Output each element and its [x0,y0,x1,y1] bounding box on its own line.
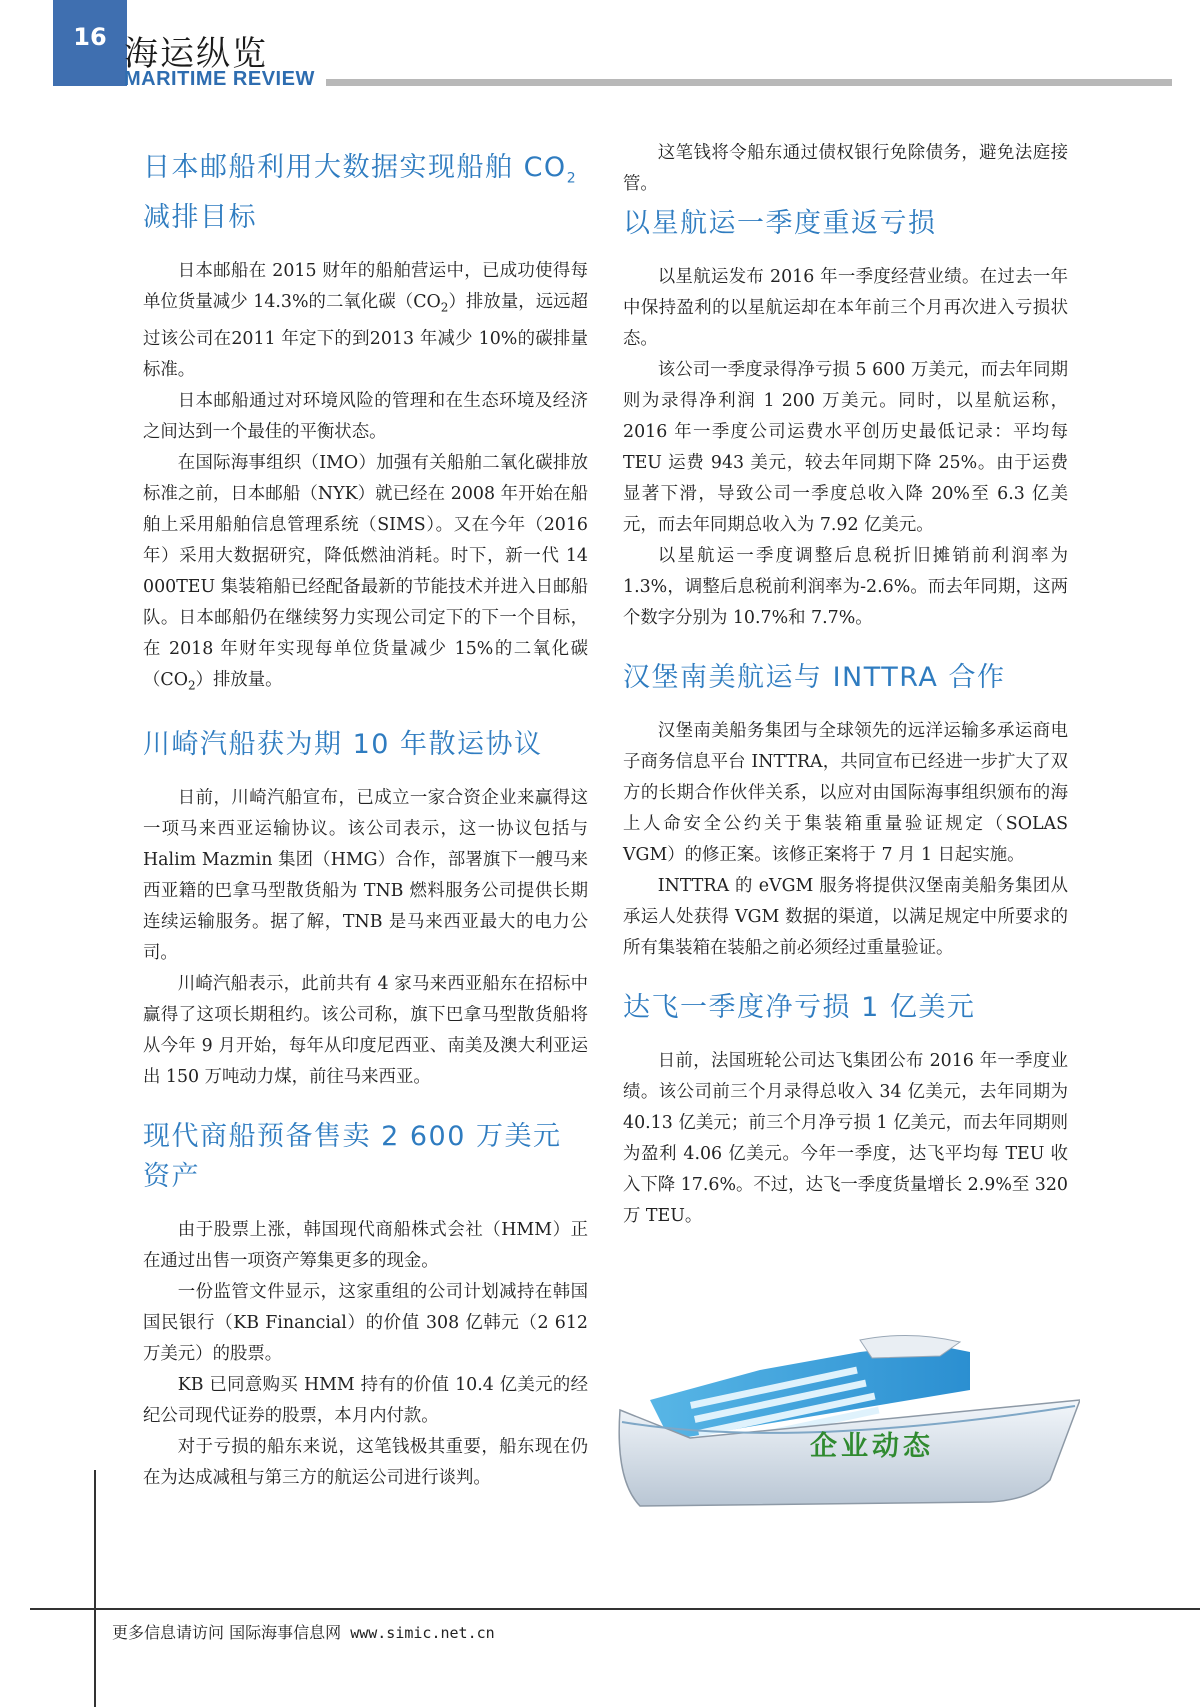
article-title-cma-cgm: 达飞一季度净亏损 1 亿美元 [623,992,976,1023]
cruise-ship-illustration [610,1330,1080,1515]
magazine-title: 海运纵览 [124,34,268,74]
article-paragraph: 川崎汽船表示，此前共有 4 家马来西亚船东在招标中赢得了这项长期租约。该公司称，旗下巴拿马型散货船将从今年 9 月开始，每年从印度尼西亚、南美及澳大利亚运出 150 万吨动力煤，前往马来西亚。 [143,974,588,1088]
article-paragraph: 汉堡南美船务集团与全球领先的远洋运输多承运商电子商务信息平台 INTTRA，共同宣布已经进一步扩大了双方的长期合作伙伴关系，以应对由国际海事组织颁布的海上人命安全公约关于集装箱重量验证规定（SOLAS VGM）的修正案。该修正案将于 7 月 1 日起实施。 [623,721,1068,865]
article-paragraph: 一份监管文件显示，这家重组的公司计划减持在韩国国民银行（KB Financial）的价值 308 亿韩元（2 612 万美元）的股票。 [143,1282,588,1365]
illustration-label: 企业动态 [810,1431,934,1462]
article-paragraph: 以星航运一季度调整后息税折旧摊销前利润率为 1.3%，调整后息税前利润率为-2.6%。而去年同期，这两个数字分别为 10.7%和 7.7%。 [623,546,1068,628]
left-column [143,140,588,1494]
article-paragraph: 日前，法国班轮公司达飞集团公布 2016 年一季度业绩。该公司前三个月录得总收入 34 亿美元，去年同期为 40.13 亿美元；前三个月净亏损 1 亿美元，而去年同期则为盈利 4.06 亿美元。今年一季度，达飞平均每 TEU 收入下降 17.6%。不过，达飞一季度货量增长 2.9%至 320 万 TEU。 [623,1051,1068,1226]
article-paragraph: KB 已同意购买 HMM 持有的价值 10.4 亿美元的经纪公司现代证券的股票，本月内付款。 [143,1375,588,1427]
article-title-nyk: 日本邮船利用大数据实现船舶 $CO_2$减排目标 [143,152,578,234]
right-column [623,138,1068,1232]
article-paragraph: 以星航运发布 2016 年一季度经营业绩。在过去一年中保持盈利的以星航运却在本年前三个月再次进入亏损状态。 [623,267,1068,349]
article-title-kline: 川崎汽船获为期 10 年散运协议 [143,729,543,761]
cruise-ship-icon [610,1330,1080,1515]
article-paragraph: INTTRA 的 eVGM 服务将提供汉堡南美船务集团从承运人处获得 VGM 数据的渠道，以满足规定中所要求的所有集装箱在装船之前必须经过重量验证。 [623,876,1068,958]
article-paragraph: 日前，川崎汽船宣布，已成立一家合资企业来赢得这一项马来西亚运输协议。该公司表示，这一协议包括与 Halim Mazmin 集团（HMG）合作，部署旗下一艘马来西亚籍的巴拿马型散货船为 TNB 燃料服务公司提供长期连续运输服务。据了解，TNB 是马来西亚最大的电力公司。 [143,788,588,964]
footer-label: 更多信息请访问 国际海事信息网 [112,1623,342,1642]
footer-url[interactable]: www.simic.net.cn [350,1624,495,1642]
article-paragraph: 该公司一季度录得净亏损 5 600 万美元，而去年同期则为录得净利润 1 200 万美元。同时，以星航运称，2016 年一季度公司运费水平创历史最低记录：平均每 TEU 运费 943 美元，较去年同期下降 25%。由于运费显著下滑，导致公司一季度总收入降 20%至 6.3 亿美元，而去年同期总收入为 7.92 亿美元。 [623,360,1068,535]
article-paragraph: 在国际海事组织（IMO）加强有关船舶二氧化碳排放标准之前，日本邮船（NYK）就已经在 2008 年开始在船舶上采用船舶信息管理系统（SIMS）。又在今年（2016 年）采用大数据研究，降低燃油消耗。时下，新一代 14 000TEU 集装箱船已经配备最新的节能技术并进入日邮船队。日本邮船仍在继续努力实现公司定下的下一个目标，在 2018 年财年实现每单位货量减少 15%的二氧化碳$(CO_2)$排放量。 [143,452,588,693]
article-paragraph: 由于股票上涨，韩国现代商船株式会社（HMM）正在通过出售一项资产筹集更多的现金。 [143,1220,588,1272]
article-paragraph: 日本邮船在 2015 财年的船舶营运中，已成功使得每单位货量减少 14.3%的二氧化碳$(CO_2)$排放量，远远超过该公司在2011 年定下的到2013 年减少 10%的碳排量标准。 [143,261,588,380]
article-paragraph: 这笔钱将令船东通过债权银行免除债务，避免法庭接管。 [623,143,1068,194]
header-rule [326,79,1172,86]
footer-text [112,1620,495,1643]
article-paragraph: 对于亏损的船东来说，这笔钱极其重要，船东现在仍在为达成减租与第三方的航运公司进行谈判。 [143,1437,588,1489]
article-title-zim: 以星航运一季度重返亏损 [623,208,937,239]
footer-rule [30,1608,1200,1610]
article-paragraph: 日本邮船通过对环境风险的管理和在生态环境及经济之间达到一个最佳的平衡状态。 [143,390,588,442]
page-number: 16 [53,0,127,86]
footer-vertical-rule [94,1470,96,1707]
article-title-hamburg-sud: 汉堡南美航运与 INTTRA 合作 [623,662,1006,693]
magazine-subtitle: MARITIME REVIEW [124,68,315,90]
article-title-hmm: 现代商船预备售卖 2 600 万美元资产 [143,1121,562,1193]
